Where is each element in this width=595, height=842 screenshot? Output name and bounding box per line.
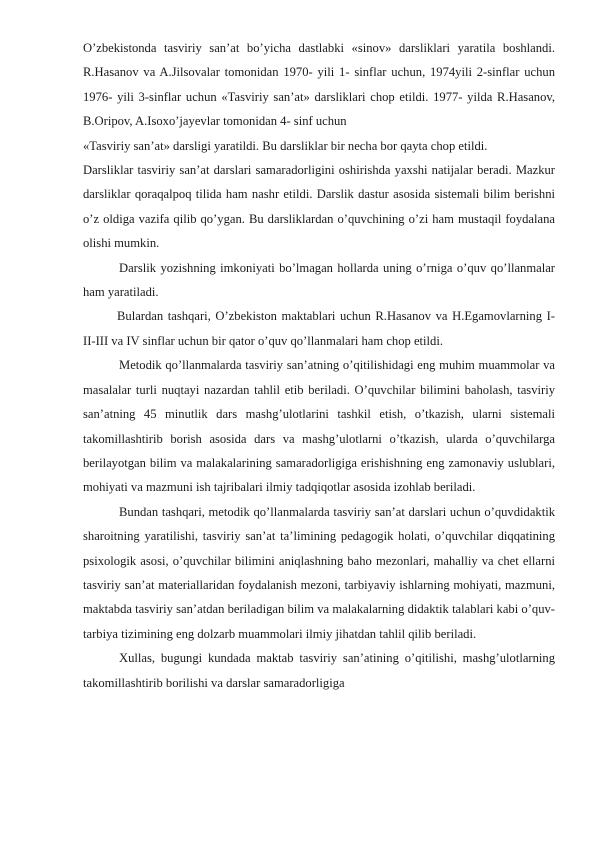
paragraph-2: «Tasviriy san’at» darsligi yaratildi. Bu darsliklar bir necha bor qayta chop etildi. (83, 138, 488, 153)
paragraph-4: Darslik yozishning imkoniyati bo’lmagan hollarda uning o’rniga o’quv qo’llanmalar ham yaratiladi. (83, 260, 555, 300)
paragraph-5: Bulardan tashqari, O’zbekiston maktablari uchun R.Hasanov va H.Egamovlarning I-II-III va IV sinflar uchun bir qator o’quv qo’llanmalari ham chop etildi. (83, 309, 555, 348)
paragraph-3: Darsliklar tasviriy san’at darslari samaradorligini oshirishda yaxshi natijalar beradi. Mazkur darsliklar qoraqalpoq tilida ham nashr etildi. Darslik dastur asosida sistemali bilim berishni o’z oldiga vazifa qilib qo’ygan. Bu darsliklardan o’quvchining o’zi ham mustaqil foydalana olishi mumkin. (83, 163, 555, 251)
paragraph-7: Bundan tashqari, metodik qo’llanmalarda tasviriy san’at darslari uchun o’quvdidaktik sharoitning yaratilishi, tasviriy san’at ta’limining pedagogik holati, o’quvchilar diqqatining psixologik asosi, o’quvchilar bilimini aniqlashning baho mezonlari, mahalliy va chet ellarni tasviriy san’at materiallaridan foydalanish mezoni, tarbiyaviy ishlarning mohiyati, mazmuni, maktabda tasviriy san’atdan beriladigan bilim va malakalarning didaktik talablari kabi o’quv-tarbiya tizimining eng dolzarb muammolari ilmiy jihatdan tahlil qilib beriladi. (83, 504, 555, 641)
paragraph-6: Metodik qo’llanmalarda tasviriy san’atning o’qitilishidagi eng muhim muammolar va masalalar turli nuqtayi nazardan tahlil etib beriladi. O’quvchilar bilimini baholash, tasviriy san’atning 45 minutlik dars mashg’ulotlarini tashkil etish, o’tkazish, ularni sistemali takomillashtirib borish asosida dars va mashg’ulotlarni o’tkazish, ularda o’quvchilarga berilayotgan bilim va malakalarining samaradorligiga erishishning eng zamonaviy uslublari, mohiyati va mazmuni ish tajribalari ilmiy tadqiqotlar asosida izohlab beriladi. (83, 358, 555, 495)
paragraph-8: Xullas, bugungi kundada maktab tasviriy san’atining o’qitilishi, mashg’ulotlarning takomillashtirib borilishi va darslar samaradorligiga (83, 651, 555, 690)
paragraph-1: O’zbekistonda tasviriy san’at bo’yicha dastlabki «sinov» darsliklari yaratila boshlandi. R.Hasanov va A.Jilsovalar tomonidan 1970- yili 1- sinflar uchun, 1974yili 2-sinflar uchun 1976- yili 3-sinflar uchun «Tasviriy san’at» darsliklari chop etildi. 1977- yilda R.Hasanov, B.Oripov, A.Isoxo’jayevlar tomonidan 4- sinf uchun (83, 41, 555, 129)
document-body (83, 36, 555, 695)
